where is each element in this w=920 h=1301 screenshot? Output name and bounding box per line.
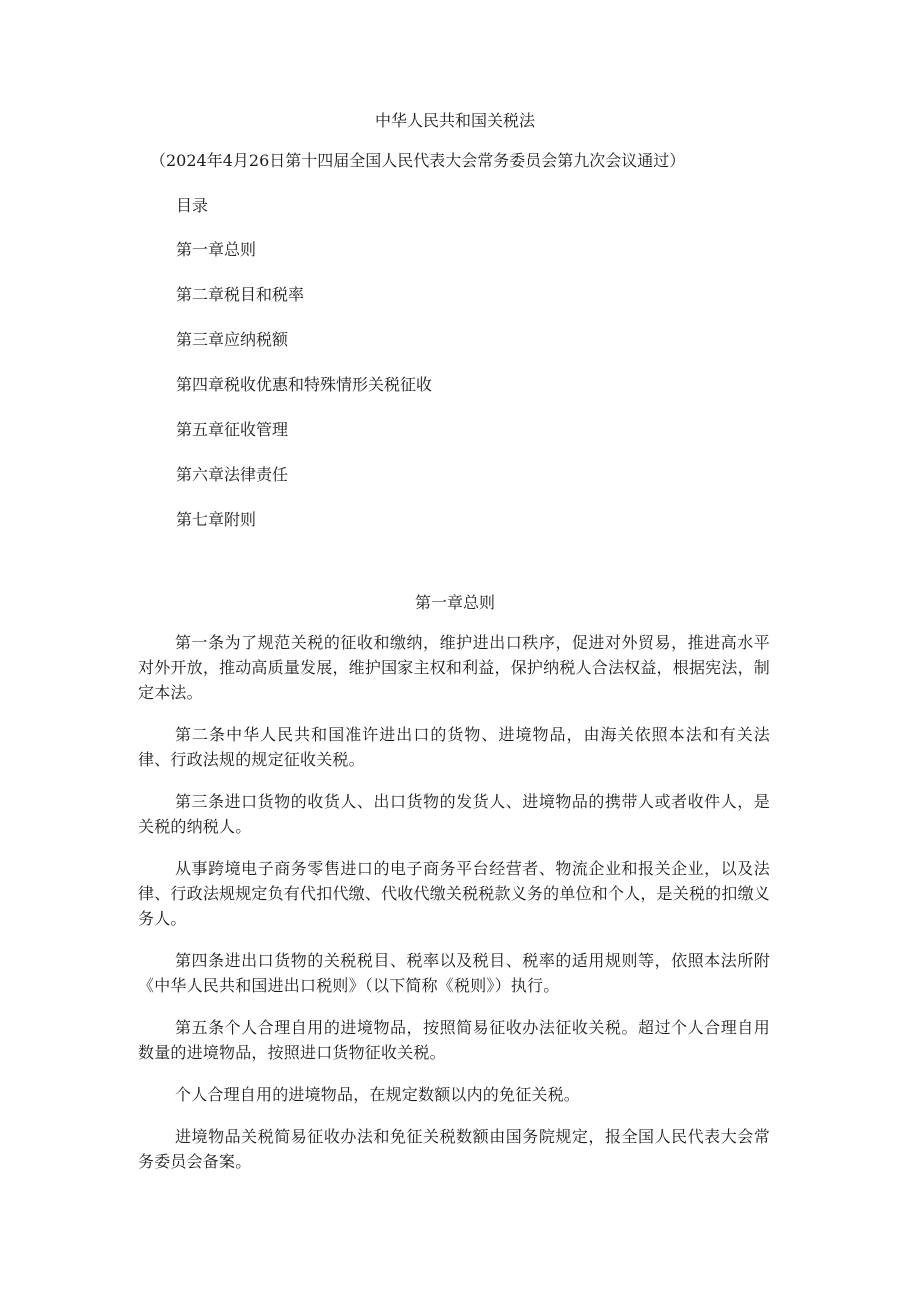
document-title: 中华人民共和国关税法 <box>374 111 535 130</box>
chapter-1-body <box>138 630 770 1191</box>
toc-item-chapter-3: 第三章应纳税额 <box>176 330 289 349</box>
adoption-note: （2024年4月26日第十四届全国人民代表大会常务委员会第九次会议通过） <box>150 151 686 170</box>
toc-item-chapter-1: 第一章总则 <box>176 240 257 259</box>
toc-item-chapter-4: 第四章税收优惠和特殊情形关税征收 <box>176 375 433 394</box>
toc-heading: 目录 <box>176 196 209 215</box>
article-1: 第一条为了规范关税的征收和缴纳，维护进出口秩序，促进对外贸易，推进高水平对外开放，推动高质量发展，维护国家主权和利益，保护纳税人合法权益，根据宪法，制定本法。 <box>138 633 770 702</box>
toc-item-chapter-5: 第五章征收管理 <box>176 420 289 439</box>
article-4: 第四条进出口货物的关税税目、税率以及税目、税率的适用规则等，依照本法所附《中华人民共和国进出口税则》（以下简称《税则》）执行。 <box>138 951 770 995</box>
toc-item-chapter-6: 第六章法律责任 <box>176 465 289 484</box>
article-5-paragraph-2: 个人合理自用的进境物品，在规定数额以内的免征关税。 <box>175 1085 581 1104</box>
article-5-paragraph-3: 进境物品关税简易征收办法和免征关税数额由国务院规定，报全国人民代表大会常务委员会备案。 <box>138 1127 770 1171</box>
article-3-paragraph-2: 从事跨境电子商务零售进口的电子商务平台经营者、物流企业和报关企业，以及法律、行政法规规定负有代扣代缴、代收代缴关税税款义务的单位和个人，是关税的扣缴义务人。 <box>138 859 770 928</box>
table-of-contents <box>176 195 776 554</box>
article-2: 第二条中华人民共和国准许进出口的货物、进境物品，由海关依照本法和有关法律、行政法规的规定征收关税。 <box>138 725 770 769</box>
toc-item-chapter-2: 第二章税目和税率 <box>176 285 305 304</box>
article-3: 第三条进口货物的收货人、出口货物的发货人、进境物品的携带人或者收件人，是关税的纳税人。 <box>138 792 770 836</box>
article-5: 第五条个人合理自用的进境物品，按照简易征收办法征收关税。超过个人合理自用数量的进境物品，按照进口货物征收关税。 <box>138 1018 770 1062</box>
toc-item-chapter-7: 第七章附则 <box>176 510 257 529</box>
chapter-1-heading: 第一章总则 <box>414 593 495 612</box>
